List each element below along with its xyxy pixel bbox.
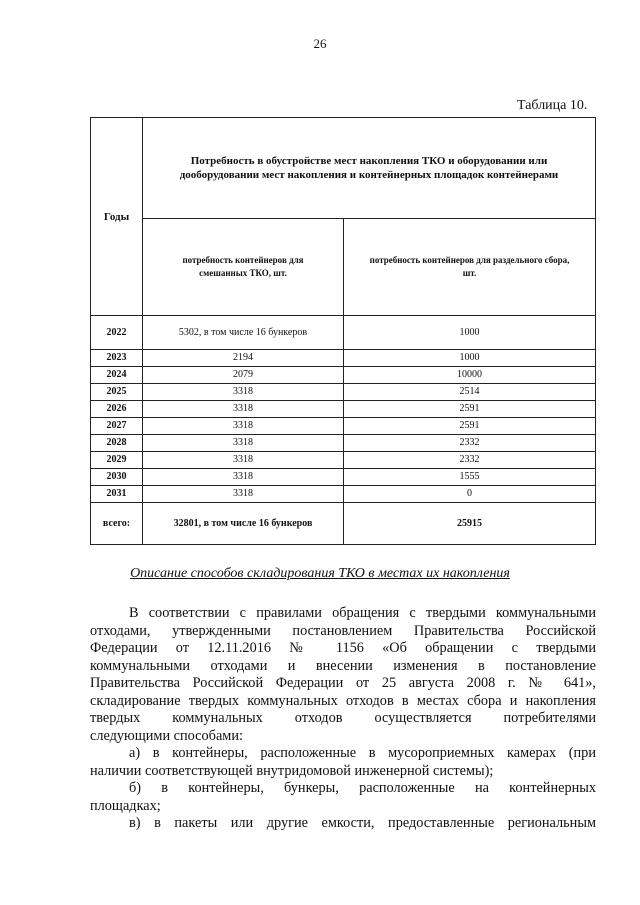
separate-cell: 10000	[344, 367, 596, 384]
text-line: а) в контейнеры, расположенные в мусороприемных камерах (при	[129, 745, 596, 761]
year-cell: 2022	[91, 316, 143, 350]
container-needs-table	[90, 117, 596, 545]
year-cell: 2024	[91, 367, 143, 384]
paragraph-b	[90, 780, 596, 815]
separate-cell: 1000	[344, 316, 596, 350]
separate-cell: 1555	[344, 469, 596, 486]
paragraph-c	[90, 815, 596, 833]
separate-cell: 2591	[344, 401, 596, 418]
header-main: Потребность в обустройстве мест накопления ТКО и оборудовании или дооборудовании мест накопления и контейнерных площадок контейнерами	[143, 118, 596, 219]
text-line: б) в контейнеры, бункеры, расположенные на контейнерных	[129, 780, 596, 796]
mixed-cell: 3318	[143, 486, 344, 503]
table-row	[91, 418, 596, 435]
table-caption: Таблица 10.	[517, 98, 588, 113]
year-cell: 2029	[91, 452, 143, 469]
text-line: коммунальными отходами и внесении изменения в постановление	[90, 657, 596, 674]
header-years: Годы	[91, 118, 143, 316]
mixed-cell: 2194	[143, 350, 344, 367]
year-cell: 2026	[91, 401, 143, 418]
text-line: наличии соответствующей внутридомовой инженерной системы);	[90, 762, 494, 779]
separate-cell: 1000	[344, 350, 596, 367]
table-row	[91, 469, 596, 486]
table-row	[91, 452, 596, 469]
text-line: отходами, утвержденными постановлением Правительства Российской	[90, 622, 596, 639]
text-line: твердых коммунальных отходов осуществляется потребителями	[90, 710, 596, 726]
text-line: следующими способами:	[90, 727, 243, 744]
year-cell: 2028	[91, 435, 143, 452]
separate-cell: 0	[344, 486, 596, 503]
table-row	[91, 435, 596, 452]
mixed-cell: 3318	[143, 452, 344, 469]
separate-cell: 2332	[344, 435, 596, 452]
table-row	[91, 401, 596, 418]
mixed-cell: 3318	[143, 401, 344, 418]
year-cell: 2023	[91, 350, 143, 367]
text-line: Правительства Российской Федерации от 25 августа 2008 г. № 641»,	[90, 675, 596, 691]
text-line: складирование твердых коммунальных отходов в местах сбора и накопления	[90, 692, 596, 709]
table-row	[91, 367, 596, 384]
total-row	[91, 503, 596, 545]
section-heading: Описание способов складирования ТКО в местах их накопления	[130, 566, 510, 581]
total-separate: 25915	[344, 503, 596, 545]
page-number: 26	[313, 36, 327, 51]
mixed-cell: 3318	[143, 435, 344, 452]
total-mixed: 32801, в том числе 16 бункеров	[143, 503, 344, 545]
total-label: всего:	[91, 503, 143, 545]
text-line: В соответствии с правилами обращения с твердыми коммунальными	[129, 605, 596, 621]
text-line: в) в пакеты или другие емкости, предоставленные региональным	[129, 815, 596, 831]
separate-cell: 2332	[344, 452, 596, 469]
year-cell: 2030	[91, 469, 143, 486]
year-cell: 2031	[91, 486, 143, 503]
separate-cell: 2591	[344, 418, 596, 435]
mixed-cell: 3318	[143, 418, 344, 435]
paragraph-intro	[90, 605, 596, 745]
table-row	[91, 384, 596, 401]
header-mixed: потребность контейнеров для смешанных ТКО, шт.	[143, 219, 344, 316]
text-line: площадках;	[90, 797, 161, 814]
table-body	[91, 316, 596, 503]
mixed-cell: 3318	[143, 384, 344, 401]
table-row	[91, 350, 596, 367]
separate-cell: 2514	[344, 384, 596, 401]
mixed-cell: 2079	[143, 367, 344, 384]
mixed-cell: 5302, в том числе 16 бункеров	[143, 316, 344, 350]
header-separate: потребность контейнеров для раздельного сбора, шт.	[344, 219, 596, 316]
table-row	[91, 486, 596, 503]
year-cell: 2027	[91, 418, 143, 435]
text-line: Федерации от 12.11.2016 № 1156 «Об обращении с твердыми	[90, 640, 596, 656]
paragraph-a	[90, 745, 596, 780]
mixed-cell: 3318	[143, 469, 344, 486]
year-cell: 2025	[91, 384, 143, 401]
table-row	[91, 316, 596, 350]
